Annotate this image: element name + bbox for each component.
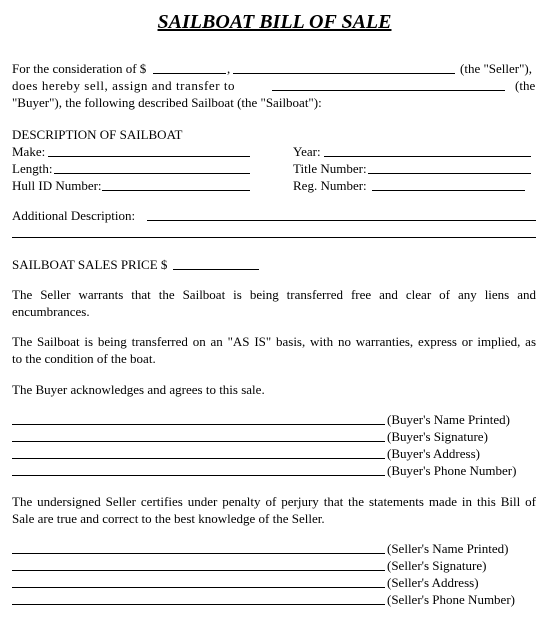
buyer-signature-label: (Buyer's Signature) xyxy=(387,429,488,444)
certify-line-1: The undersigned Seller certifies under penalty of perjury that the statements made in this Bill of xyxy=(12,494,536,509)
seller-label: (the "Seller"), xyxy=(460,61,532,76)
year-field[interactable] xyxy=(324,156,531,157)
reg-number-label: Reg. Number: xyxy=(293,178,367,193)
comma-text: , xyxy=(227,61,231,76)
seller-name-printed-label: (Seller's Name Printed) xyxy=(387,541,509,556)
as-is-line-1: The Sailboat is being transferred on an "AS IS" basis, with no warranties, express or implied, as xyxy=(12,334,536,349)
warranty-line-1: The Seller warrants that the Sailboat is being transferred free and clear of any liens and xyxy=(12,287,536,302)
sales-price-label: SAILBOAT SALES PRICE $ xyxy=(12,257,168,272)
reg-number-field[interactable] xyxy=(372,190,525,191)
length-field[interactable] xyxy=(54,173,250,174)
seller-phone-field[interactable] xyxy=(12,604,385,605)
consideration-label: For the consideration of $ xyxy=(12,61,147,76)
title-number-label: Title Number: xyxy=(293,161,367,176)
buyer-label-text: "Buyer"), the following described Sailboat (the "Sailboat"): xyxy=(12,95,322,110)
seller-address-label: (Seller's Address) xyxy=(387,575,479,590)
hull-id-field[interactable] xyxy=(102,190,250,191)
buyer-phone-label: (Buyer's Phone Number) xyxy=(387,463,517,478)
buyer-name-printed-field[interactable] xyxy=(12,424,385,425)
description-heading: DESCRIPTION OF SAILBOAT xyxy=(12,127,183,142)
length-label: Length: xyxy=(12,161,53,176)
page-title: SAILBOAT BILL OF SALE xyxy=(157,11,392,33)
year-label: Year: xyxy=(293,144,321,159)
seller-address-field[interactable] xyxy=(12,587,385,588)
seller-signature-field[interactable] xyxy=(12,570,385,571)
buyer-address-field[interactable] xyxy=(12,458,385,459)
buyer-address-label: (Buyer's Address) xyxy=(387,446,480,461)
seller-signature-label: (Seller's Signature) xyxy=(387,558,487,573)
seller-name-field[interactable] xyxy=(233,73,455,74)
hull-id-label: Hull ID Number: xyxy=(12,178,102,193)
the-text: (the xyxy=(515,78,536,93)
buyer-name-field[interactable] xyxy=(272,90,505,91)
additional-description-label: Additional Description: xyxy=(12,208,136,223)
make-label: Make: xyxy=(12,144,46,159)
warranty-line-2: encumbrances. xyxy=(12,304,90,319)
make-field[interactable] xyxy=(48,156,250,157)
title-number-field[interactable] xyxy=(368,173,531,174)
transfer-text: does hereby sell, assign and transfer to xyxy=(12,78,236,93)
sales-price-field[interactable] xyxy=(173,269,259,270)
consideration-amount-field[interactable] xyxy=(153,73,226,74)
seller-phone-label: (Seller's Phone Number) xyxy=(387,592,515,607)
additional-description-field-2[interactable] xyxy=(12,237,536,238)
additional-description-field[interactable] xyxy=(147,220,536,221)
buyer-phone-field[interactable] xyxy=(12,475,385,476)
certify-line-2: Sale are true and correct to the best knowledge of the Seller. xyxy=(12,511,325,526)
seller-name-printed-field[interactable] xyxy=(12,553,385,554)
buyer-name-printed-label: (Buyer's Name Printed) xyxy=(387,412,510,427)
as-is-line-2: to the condition of the boat. xyxy=(12,351,156,366)
buyer-signature-field[interactable] xyxy=(12,441,385,442)
acknowledge-text: The Buyer acknowledges and agrees to this sale. xyxy=(12,382,265,397)
